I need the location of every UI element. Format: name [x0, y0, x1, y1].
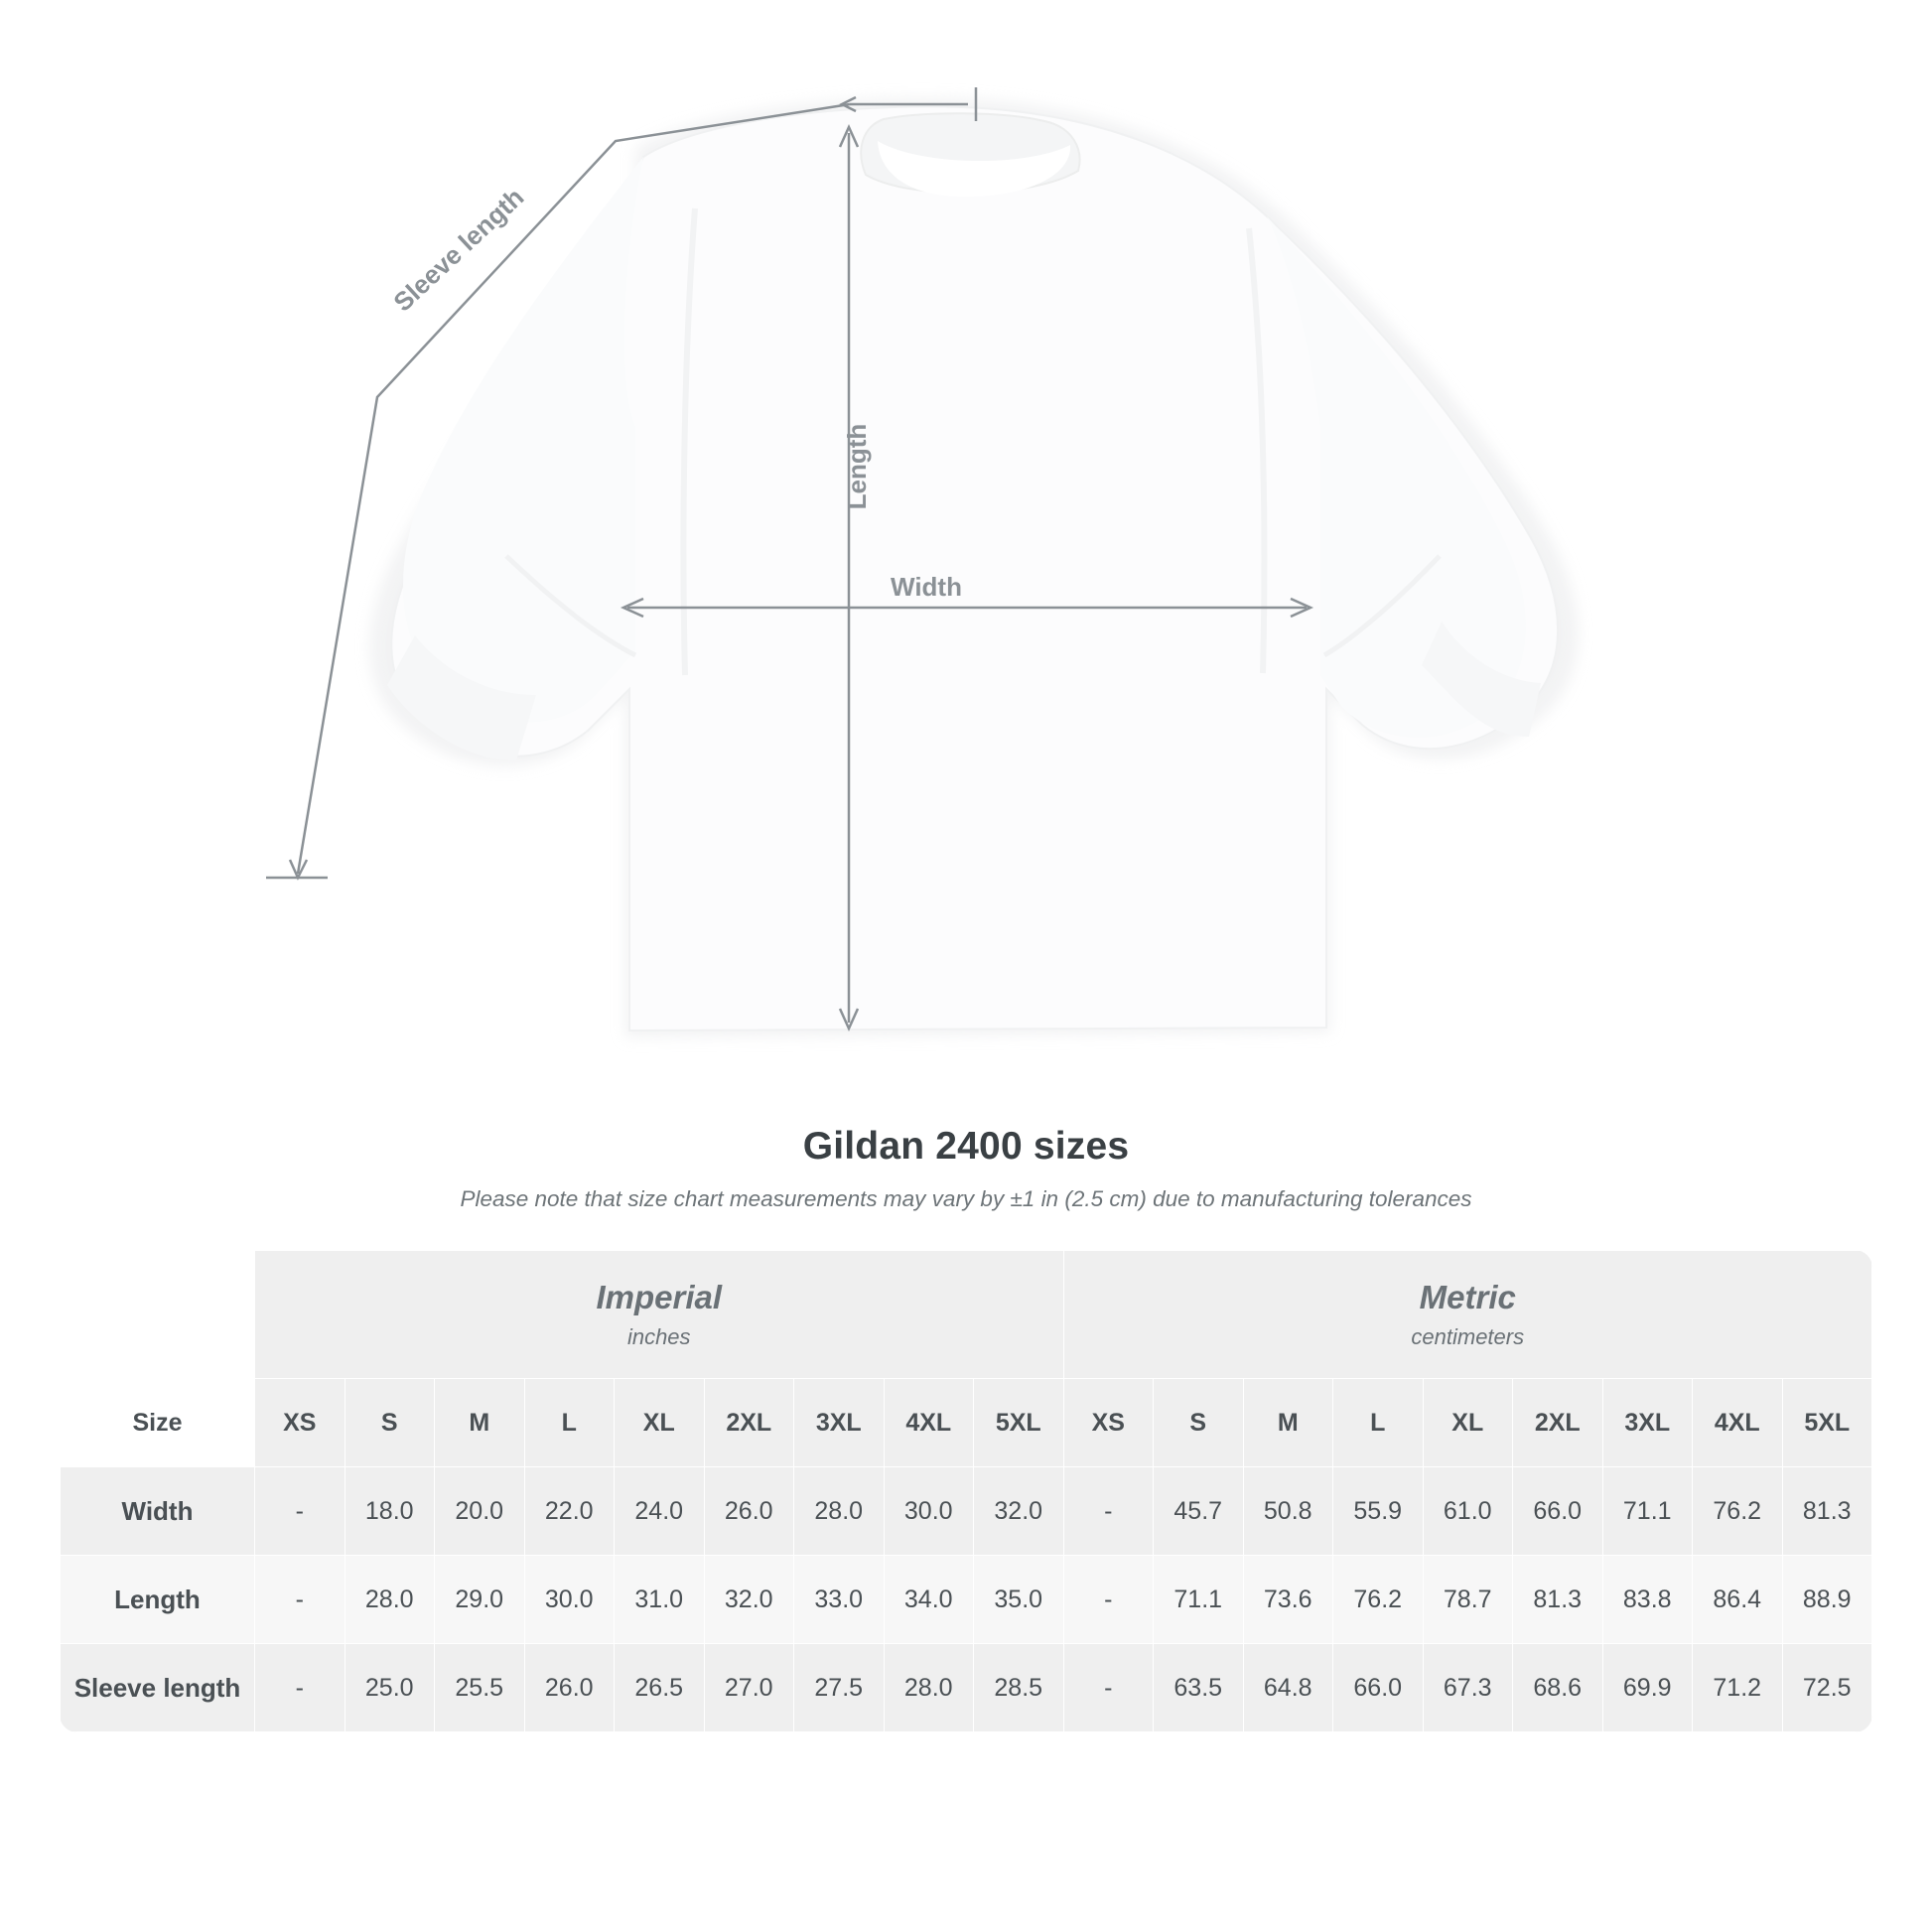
size-header-imperial-3xl: 3XL — [794, 1379, 885, 1467]
cell-width-metric-3xl: 71.1 — [1602, 1467, 1693, 1556]
page-title: Gildan 2400 sizes — [802, 1125, 1130, 1168]
cell-sleeve-length-metric-4xl: 71.2 — [1693, 1644, 1783, 1732]
size-header-metric-2xl: 2XL — [1513, 1379, 1603, 1467]
size-header-imperial-s: S — [345, 1379, 435, 1467]
unit-sub-imperial: inches — [626, 1324, 691, 1349]
row-label-length: Length — [61, 1556, 255, 1644]
size-header-imperial-l: L — [524, 1379, 615, 1467]
table-row — [61, 1644, 1872, 1732]
cell-length-imperial-s: 28.0 — [345, 1556, 435, 1644]
cell-length-imperial-l: 30.0 — [524, 1556, 615, 1644]
cell-width-imperial-xl: 24.0 — [615, 1467, 705, 1556]
size-table — [60, 1250, 1872, 1732]
size-header-metric-4xl: 4XL — [1693, 1379, 1783, 1467]
size-header-metric-xl: XL — [1423, 1379, 1513, 1467]
unit-name-imperial: Imperial — [596, 1279, 723, 1315]
title-block — [0, 1125, 1932, 1212]
length-label: Length — [842, 423, 872, 510]
cell-width-imperial-4xl: 30.0 — [884, 1467, 974, 1556]
size-header-imperial-5xl: 5XL — [974, 1379, 1064, 1467]
cell-sleeve-length-metric-s: 63.5 — [1154, 1644, 1244, 1732]
unit-sub-metric: centimeters — [1411, 1324, 1525, 1349]
cell-width-metric-xl: 61.0 — [1423, 1467, 1513, 1556]
cell-width-metric-l: 55.9 — [1333, 1467, 1424, 1556]
unit-header-row — [61, 1251, 1872, 1379]
cell-length-metric-xs: - — [1063, 1556, 1154, 1644]
cell-sleeve-length-imperial-3xl: 27.5 — [794, 1644, 885, 1732]
cell-sleeve-length-imperial-4xl: 28.0 — [884, 1644, 974, 1732]
cell-sleeve-length-metric-xs: - — [1063, 1644, 1154, 1732]
unit-name-metric: Metric — [1419, 1279, 1516, 1315]
cell-width-imperial-3xl: 28.0 — [794, 1467, 885, 1556]
cell-sleeve-length-imperial-2xl: 27.0 — [704, 1644, 794, 1732]
row-label-width: Width — [61, 1467, 255, 1556]
size-header-imperial-4xl: 4XL — [884, 1379, 974, 1467]
cell-sleeve-length-imperial-s: 25.0 — [345, 1644, 435, 1732]
cell-length-metric-l: 76.2 — [1333, 1556, 1424, 1644]
size-header-imperial-xs: XS — [255, 1379, 345, 1467]
cell-sleeve-length-metric-3xl: 69.9 — [1602, 1644, 1693, 1732]
cell-length-metric-3xl: 83.8 — [1602, 1556, 1693, 1644]
cell-width-imperial-l: 22.0 — [524, 1467, 615, 1556]
size-header-imperial-2xl: 2XL — [704, 1379, 794, 1467]
cell-width-imperial-2xl: 26.0 — [704, 1467, 794, 1556]
cell-length-metric-xl: 78.7 — [1423, 1556, 1513, 1644]
cell-width-imperial-5xl: 32.0 — [974, 1467, 1064, 1556]
size-header-metric-s: S — [1154, 1379, 1244, 1467]
size-header-imperial-m: M — [435, 1379, 525, 1467]
cell-sleeve-length-metric-l: 66.0 — [1333, 1644, 1424, 1732]
table-corner-cell — [61, 1251, 255, 1379]
cell-length-metric-s: 71.1 — [1154, 1556, 1244, 1644]
size-table-wrapper — [60, 1250, 1872, 1732]
size-header-imperial-xl: XL — [615, 1379, 705, 1467]
size-header-row — [61, 1379, 1872, 1467]
size-header-metric-3xl: 3XL — [1602, 1379, 1693, 1467]
size-header-metric-m: M — [1243, 1379, 1333, 1467]
cell-sleeve-length-metric-2xl: 68.6 — [1513, 1644, 1603, 1732]
cell-length-imperial-4xl: 34.0 — [884, 1556, 974, 1644]
cell-sleeve-length-imperial-xl: 26.5 — [615, 1644, 705, 1732]
cell-length-metric-2xl: 81.3 — [1513, 1556, 1603, 1644]
cell-width-metric-4xl: 76.2 — [1693, 1467, 1783, 1556]
table-row — [61, 1556, 1872, 1644]
size-header-metric-5xl: 5XL — [1782, 1379, 1872, 1467]
cell-sleeve-length-metric-xl: 67.3 — [1423, 1644, 1513, 1732]
cell-width-metric-s: 45.7 — [1154, 1467, 1244, 1556]
table-row — [61, 1467, 1872, 1556]
cell-sleeve-length-imperial-5xl: 28.5 — [974, 1644, 1064, 1732]
garment-body — [387, 106, 1558, 1031]
sleeve-length-label: Sleeve length — [387, 182, 530, 318]
cell-length-imperial-m: 29.0 — [435, 1556, 525, 1644]
cell-width-imperial-xs: - — [255, 1467, 345, 1556]
cell-length-metric-5xl: 88.9 — [1782, 1556, 1872, 1644]
cell-length-metric-m: 73.6 — [1243, 1556, 1333, 1644]
cell-width-metric-xs: - — [1063, 1467, 1154, 1556]
size-header-metric-l: L — [1333, 1379, 1424, 1467]
cell-sleeve-length-imperial-xs: - — [255, 1644, 345, 1732]
tolerance-note: Please note that size chart measurements may vary by ±1 in (2.5 cm) due to manufacturing tolerances — [460, 1186, 1472, 1211]
size-header-metric-xs: XS — [1063, 1379, 1154, 1467]
cell-sleeve-length-imperial-m: 25.5 — [435, 1644, 525, 1732]
cell-width-metric-2xl: 66.0 — [1513, 1467, 1603, 1556]
cell-width-metric-m: 50.8 — [1243, 1467, 1333, 1556]
cell-length-imperial-3xl: 33.0 — [794, 1556, 885, 1644]
cell-width-imperial-s: 18.0 — [345, 1467, 435, 1556]
cell-length-imperial-xl: 31.0 — [615, 1556, 705, 1644]
cell-sleeve-length-imperial-l: 26.0 — [524, 1644, 615, 1732]
unit-group-metric — [1063, 1251, 1872, 1379]
cell-sleeve-length-metric-5xl: 72.5 — [1782, 1644, 1872, 1732]
row-label-sleeve-length: Sleeve length — [61, 1644, 255, 1732]
size-header-label: Size — [61, 1379, 255, 1467]
cell-sleeve-length-metric-m: 64.8 — [1243, 1644, 1333, 1732]
cell-length-imperial-5xl: 35.0 — [974, 1556, 1064, 1644]
cell-width-imperial-m: 20.0 — [435, 1467, 525, 1556]
cell-length-metric-4xl: 86.4 — [1693, 1556, 1783, 1644]
cell-width-metric-5xl: 81.3 — [1782, 1467, 1872, 1556]
cell-length-imperial-xs: - — [255, 1556, 345, 1644]
unit-group-imperial — [255, 1251, 1064, 1379]
width-label: Width — [891, 572, 962, 602]
cell-length-imperial-2xl: 32.0 — [704, 1556, 794, 1644]
